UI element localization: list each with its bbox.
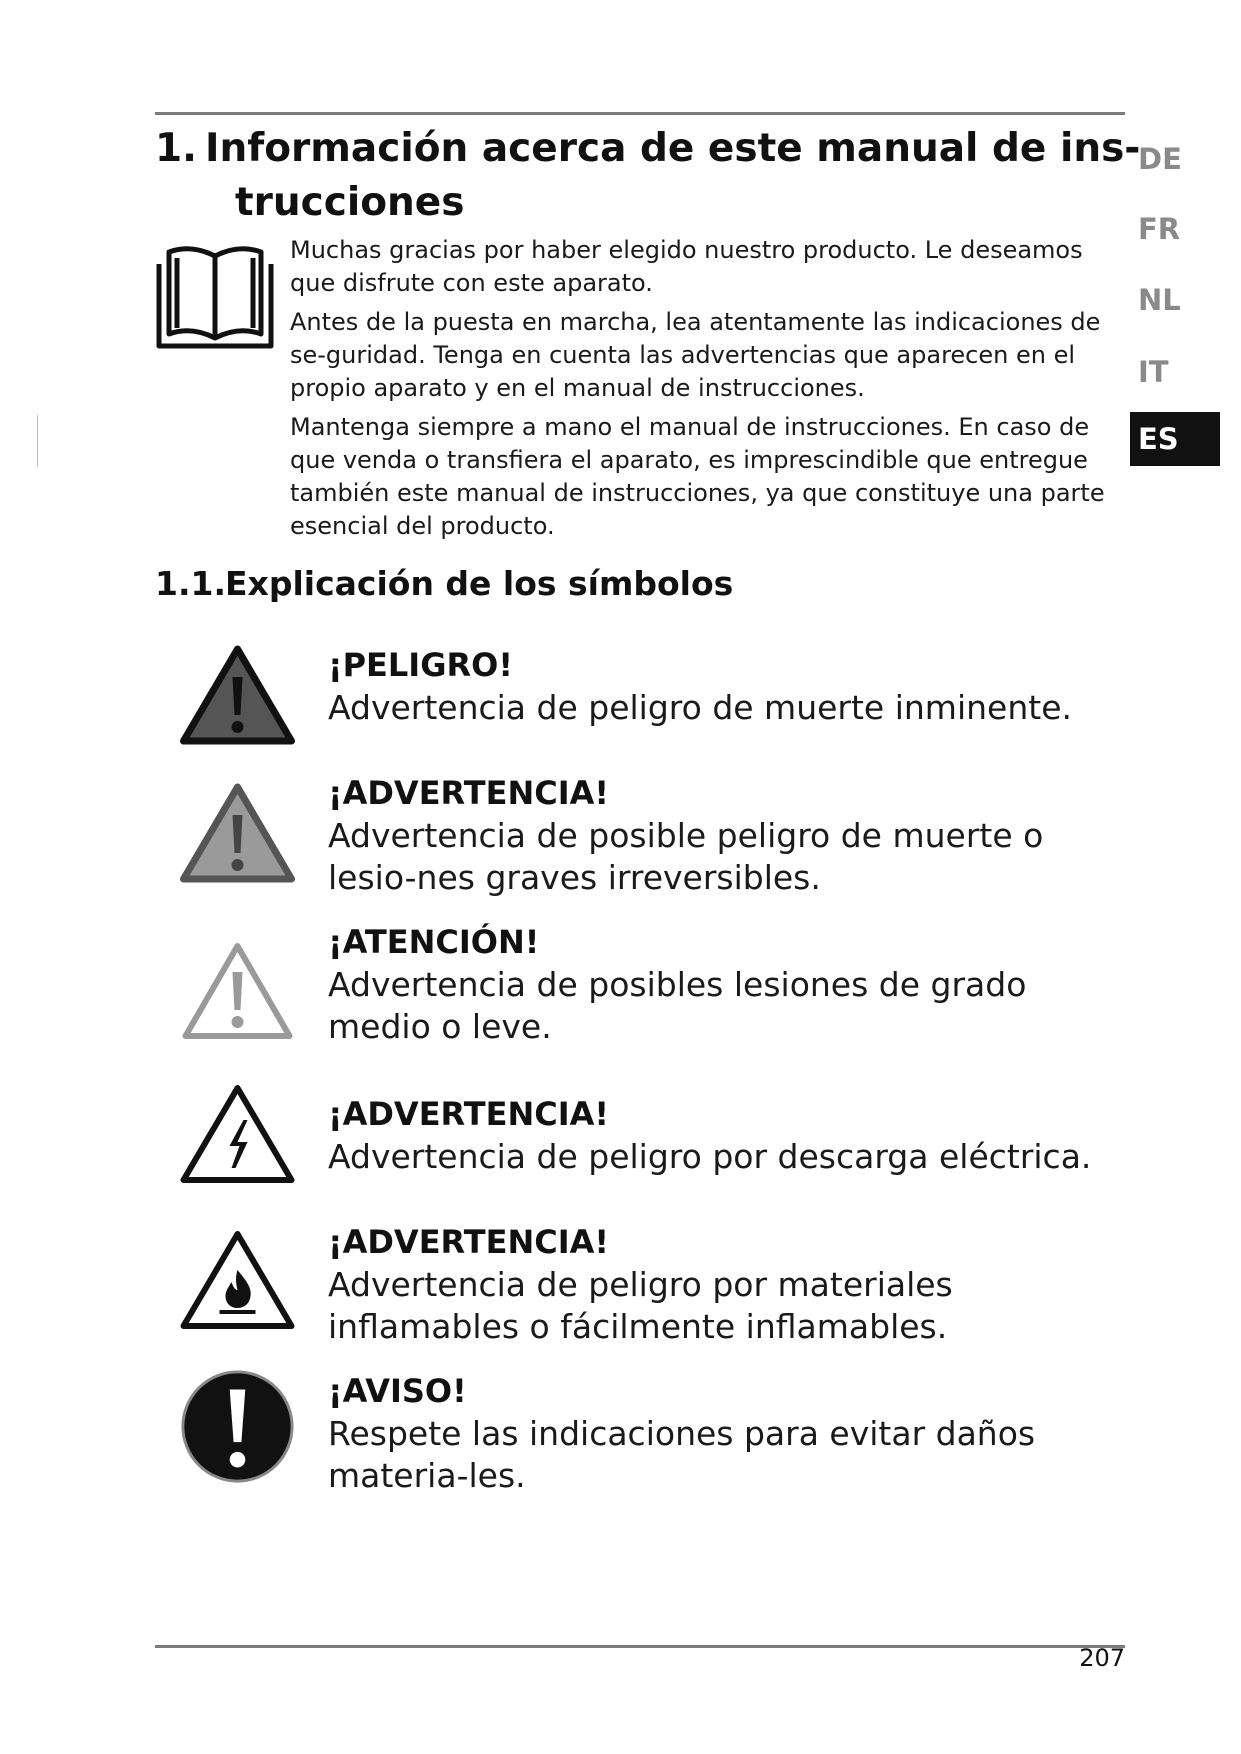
symbol-description: Advertencia de posible peligro de muerte o lesio-nes graves irreversibles.: [328, 816, 1044, 897]
symbol-label: ¡AVISO!: [328, 1372, 467, 1410]
language-tab-de[interactable]: DE: [1138, 142, 1182, 176]
notice-icon: [175, 1368, 300, 1485]
danger-warning-icon: [175, 643, 300, 753]
symbol-description: Advertencia de peligro de muerte inminente.: [328, 688, 1072, 727]
symbol-description: Respete las indicaciones para evitar daños materia-les.: [328, 1414, 1036, 1495]
language-tab-nl[interactable]: NL: [1138, 283, 1181, 317]
electric-shock-icon: [175, 1082, 300, 1192]
bottom-rule: [155, 1645, 1125, 1648]
margin-mark: [37, 415, 38, 467]
symbol-label: ¡ADVERTENCIA!: [328, 1223, 609, 1261]
top-rule: [155, 112, 1125, 115]
caution-icon: [175, 938, 300, 1048]
section-title-line2: trucciones: [235, 180, 465, 225]
warning-icon: [175, 781, 300, 891]
subsection-number: 1.1.: [155, 564, 226, 603]
section-title-line1: Información acerca de este manual de ins-: [205, 126, 1141, 171]
intro-paragraph: Antes de la puesta en marcha, lea atentamente las indicaciones de se-guridad. Tenga en cuenta las advertencias que aparecen en el propio aparato y en el manual de instrucciones.: [290, 308, 1101, 402]
language-tab-fr[interactable]: FR: [1138, 212, 1181, 246]
symbol-label: ¡ATENCIÓN!: [328, 923, 540, 961]
language-tab-es[interactable]: ES: [1130, 412, 1220, 466]
flammable-icon: [175, 1228, 300, 1338]
symbol-description: Advertencia de peligro por materiales inflamables o fácilmente inflamables.: [328, 1265, 953, 1346]
open-book-icon: [155, 246, 275, 350]
subsection-heading: [155, 562, 733, 606]
section-number: 1.: [155, 126, 197, 171]
symbol-description: Advertencia de posibles lesiones de grado medio o leve.: [328, 965, 1027, 1046]
symbol-description: Advertencia de peligro por descarga eléctrica.: [328, 1137, 1092, 1176]
intro-paragraph: Muchas gracias por haber elegido nuestro producto. Le deseamos que disfrute con este aparato.: [290, 236, 1083, 297]
language-tab-it[interactable]: IT: [1138, 355, 1169, 389]
intro-paragraph: Mantenga siempre a mano el manual de instrucciones. En caso de que venda o transfiera el aparato, es imprescindible que entregue también este manual de instrucciones, ya que constituye una parte esencial del producto.: [290, 413, 1105, 540]
page-number: 207: [1079, 1644, 1125, 1672]
subsection-title: Explicación de los símbolos: [225, 564, 734, 603]
intro-text: [290, 234, 1110, 549]
symbol-label: ¡ADVERTENCIA!: [328, 1095, 609, 1133]
symbol-label: ¡PELIGRO!: [328, 646, 513, 684]
symbol-label: ¡ADVERTENCIA!: [328, 774, 609, 812]
